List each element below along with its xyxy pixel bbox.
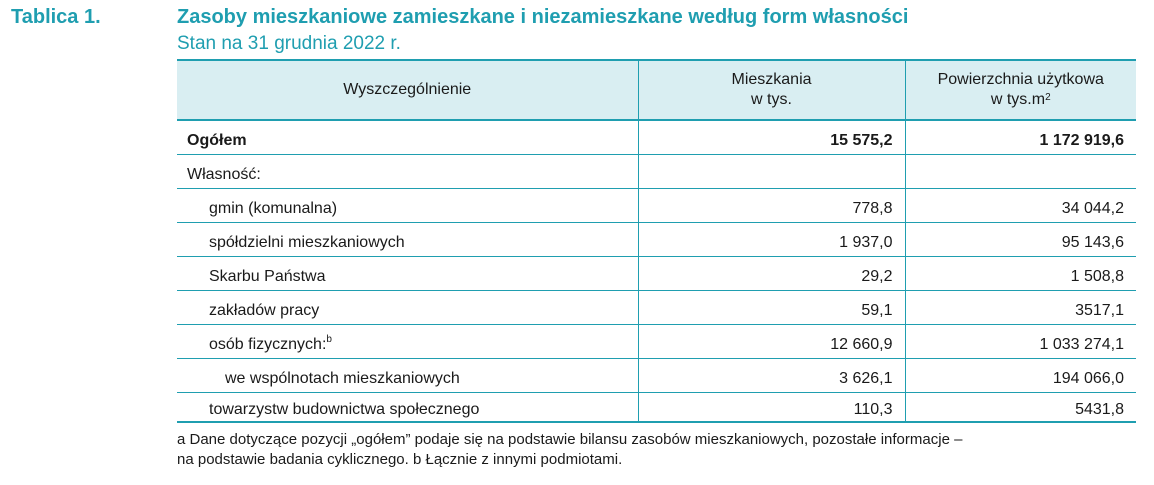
column-header-description-label: Wyszczególnienie xyxy=(343,81,472,98)
floor-area-value: 3517,1 xyxy=(905,290,1136,324)
table-row xyxy=(177,188,1136,222)
floor-area-value: 1 033 274,1 xyxy=(905,324,1136,358)
row-label: osób fizycznych: xyxy=(209,335,327,353)
table-header-row xyxy=(177,60,1136,120)
dwellings-value: 12 660,9 xyxy=(638,324,905,358)
row-label: we wspólnotach mieszkaniowych xyxy=(177,358,638,392)
table-title: Zasoby mieszkaniowe zamieszkane i niezamieszkane według form własności xyxy=(177,6,909,28)
table-row-ownership-heading xyxy=(177,154,1136,188)
table-row xyxy=(177,392,1136,422)
table-footnote xyxy=(177,430,1137,470)
column-header-floor-area-sup: 2 xyxy=(1045,92,1051,103)
footnote-line-2: na podstawie badania cyklicznego. b Łącznie z innymi podmiotami. xyxy=(177,451,623,468)
column-header-floor-area-line1: Powierzchnia użytkowa xyxy=(937,71,1104,88)
row-label: zakładów pracy xyxy=(177,290,638,324)
table-row xyxy=(177,256,1136,290)
dwellings-value: 1 937,0 xyxy=(638,222,905,256)
column-header-dwellings xyxy=(638,60,905,120)
table-row xyxy=(177,358,1136,392)
floor-area-value: 1 172 919,6 xyxy=(905,120,1136,154)
floor-area-value: 194 066,0 xyxy=(905,358,1136,392)
table-row xyxy=(177,290,1136,324)
dwellings-value: 3 626,1 xyxy=(638,358,905,392)
table-subtitle: Stan na 31 grudnia 2022 r. xyxy=(177,33,401,54)
table-row xyxy=(177,324,1136,358)
column-header-floor-area xyxy=(905,60,1136,120)
row-label: Skarbu Państwa xyxy=(177,256,638,290)
column-header-description xyxy=(177,60,638,120)
housing-stock-table xyxy=(177,59,1136,423)
dwellings-value: 110,3 xyxy=(638,392,905,422)
row-label: spółdzielni mieszkaniowych xyxy=(177,222,638,256)
floor-area-value: 95 143,6 xyxy=(905,222,1136,256)
dwellings-value: 778,8 xyxy=(638,188,905,222)
column-header-dwellings-line1: Mieszkania xyxy=(731,71,812,88)
column-header-dwellings-line2: w tys. xyxy=(751,91,792,108)
row-label-cell xyxy=(177,324,638,358)
dwellings-value: 15 575,2 xyxy=(638,120,905,154)
table-row xyxy=(177,222,1136,256)
row-label: towarzystw budownictwa społecznego xyxy=(177,392,638,422)
footnote-line-1: a Dane dotyczące pozycji „ogółem” podaje się na podstawie bilansu zasobów mieszkaniowych, pozostałe informacje – xyxy=(177,431,963,448)
footnote-marker: b xyxy=(326,333,332,345)
row-label: Ogółem xyxy=(177,120,638,154)
dwellings-value: 59,1 xyxy=(638,290,905,324)
column-header-floor-area-line2: w tys.m xyxy=(990,91,1046,108)
floor-area-value: 5431,8 xyxy=(905,392,1136,422)
floor-area-value: 1 508,8 xyxy=(905,256,1136,290)
dwellings-value: 29,2 xyxy=(638,256,905,290)
row-label: gmin (komunalna) xyxy=(177,188,638,222)
floor-area-value xyxy=(905,154,1136,188)
floor-area-value: 34 044,2 xyxy=(905,188,1136,222)
row-label: Własność: xyxy=(177,154,638,188)
table-row-total xyxy=(177,120,1136,154)
table-number-label: Tablica 1. xyxy=(11,6,101,28)
dwellings-value xyxy=(638,154,905,188)
